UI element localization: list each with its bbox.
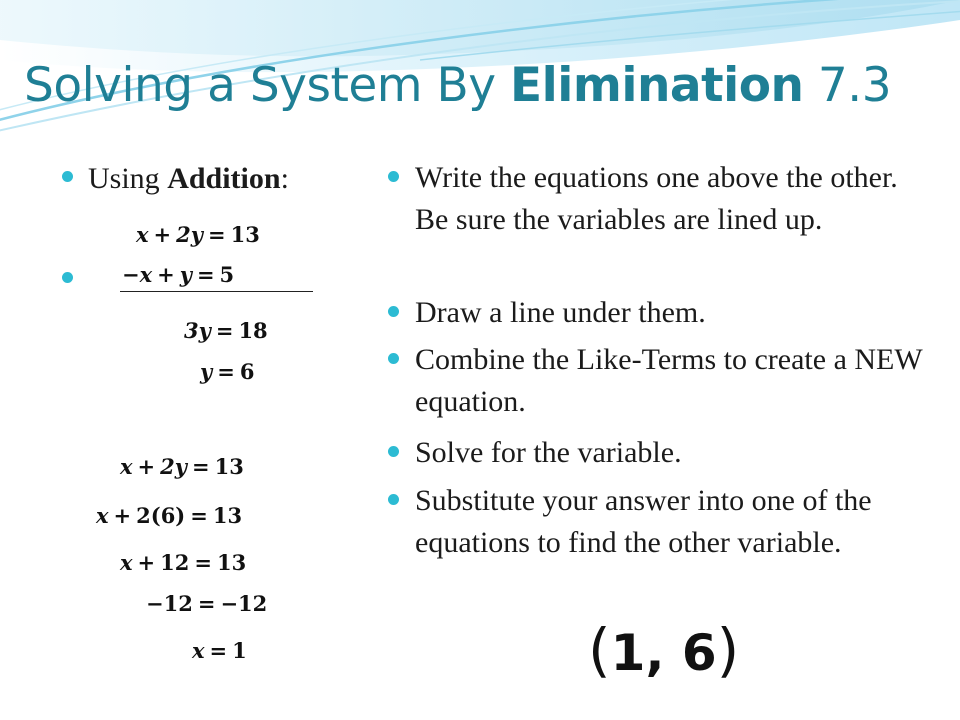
step-3: Combine the Like-Terms to create a NEW equation. [415,343,923,418]
bullet-dot [62,171,73,182]
bullet-dot [388,446,399,457]
bullet-dot [388,494,399,505]
equation-8: −12 = −12 [146,591,268,616]
addition-label [88,162,289,196]
solution-pair: (1, 6) [588,616,740,684]
title-bold: Elimination [510,58,804,113]
equation-2: −x + y = 5 [122,262,235,287]
title-suffix: 7.3 [803,58,892,113]
label-bold: Addition [167,162,281,195]
equation-3: 3y = 18 [184,318,268,343]
equation-6: x + 2(6) = 13 [96,503,243,528]
step-2: Draw a line under them. [415,296,706,329]
label-prefix: Using [88,162,168,195]
sum-line [120,291,313,292]
label-suffix: : [280,162,289,195]
step-5: Substitute your answer into one of the equations to find the other variable. [415,484,872,559]
step-4: Solve for the variable. [415,436,682,469]
bullet-dot [388,171,399,182]
bullet-dot [62,272,73,283]
bullet-dot [388,353,399,364]
equation-5: x + 2y = 13 [120,454,244,479]
equation-4: y = 6 [200,359,255,384]
title-prefix: Solving a System By [24,58,511,113]
equation-9: x = 1 [192,638,247,663]
equation-1: x + 2y = 13 [136,222,260,247]
bullet-dot [388,306,399,317]
equation-7: x + 12 = 13 [120,550,247,575]
step-1: Write the equations one above the other. Be sure the variables are lined up. [415,161,898,236]
slide-title [24,58,891,113]
